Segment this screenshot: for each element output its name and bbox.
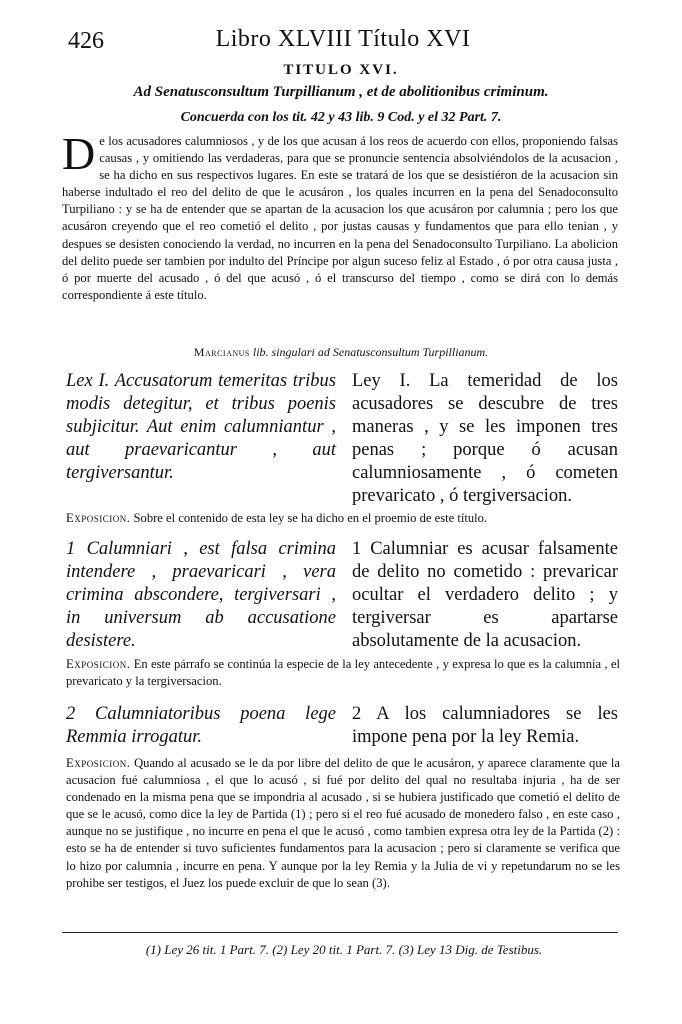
intro-paragraph <box>62 128 618 304</box>
latin-text-lex-1: Lex I. Accusatorum temeritas tribus modis detegitur, et tribus poenis subjicitur. Aut enim calumniantur , aut praevaricantur , aut tergiversantur. <box>66 371 336 483</box>
section-subtitle: Ad Senatusconsultum Turpillianum , et de abolitionibus criminum. <box>133 84 549 100</box>
concordance-note: Concuerda con los tit. 42 y 43 lib. 9 Cod. y el 32 Part. 7. <box>180 110 502 125</box>
page-number: 426 <box>68 28 104 54</box>
footnote-divider <box>62 932 618 933</box>
exposition-text: Sobre el contenido de esta ley se ha dicho en el proemio de este título. <box>133 511 488 525</box>
spanish-text-par-2: 2 A los calumniadores se les impone pena por la ley Remia. <box>352 704 618 747</box>
latin-text-par-1: 1 Calumniari , est falsa crimina intendere , praevaricari , vera crimina abscondere, tergiversari , in universum ab accusatione desistere. <box>66 539 336 651</box>
exposition-label: Exposicion. <box>66 511 131 525</box>
exposition-label: Exposicion. <box>66 657 131 671</box>
source-author: Marcianus <box>193 345 250 359</box>
exposition-2 <box>66 656 620 690</box>
source-attribution <box>0 345 682 360</box>
exposition-3 <box>66 755 620 892</box>
exposition-text: Quando al acusado se le da por libre del delito de que le acusáron, y aparece claramente que la acusacion fué calumniosa , el que lo acusó , si fué por delito del qual no resultaba injuria , ha de ser condenado en la misma pena que se impondria al acusado , si se hubiera justificado que cometió el delito de que se le acusó, como dice la ley de Partida (1) ; pero si el reo fué acusado de monedero falso , en este caso , aunque no se justifique , no incurre en pena el que le acusó , como tambien expresa otra ley de la Partida (2) : esto se ha de entender si tuvo suficientes fundamentos para la acusacion ; pero si claramente se verifica que lo hizo por calumnia , incurre en pena. Y aunque por la ley Remia y la Julia de vi y repetundarum no se les prohibe ser testigos, el Juez los puede excluir de que lo sean (3). <box>66 756 620 890</box>
running-title: Libro XLVIII Título XVI <box>215 26 471 52</box>
drop-cap: D <box>62 128 96 179</box>
latin-text-par-2: 2 Calumniatoribus poena lege Remmia irrogatur. <box>66 704 336 747</box>
exposition-label: Exposicion. <box>66 756 131 770</box>
running-header <box>68 26 618 58</box>
spanish-text-ley-1: Ley I. La temeridad de los acusadores se descubre de tres maneras , y se les imponen tres penas ; porque ó acusan calumniosamente , ó cometen prevaricato , ó tergiversacion. <box>352 371 618 506</box>
intro-text: e los acusadores calumniosos , y de los que acusan á los reos de acuerdo con ellos, proponiendo falsas causas , y omitiendo las verdaderas, para que se pronuncie sentencia absolviéndolos de la acusacion , se ha dicho en sus respectivos lugares. En este se tratará de los que se desistiéron de la acusacion sin haberse indultado el reo del delito de que le acusáron , los quales incurren en la pena del Senadoconsulto Turpiliano : y se ha de entender que se apartan de la acusacion los que acusáron por calumnia ; pero los que acusáron creyendo que el reo cometió el delito , por justas causas y fundamentos que para ello tenian , y despues se desisten conociendo la verdad, no incurren en la pena del Senadoconsulto Turpiliano. La abolicion del delito puede ser tambien por indulto del Príncipe por algun suceso feliz al Estado , ó por otra causa justa , ó por muerte del acusado , ó del que acusó , ó el transcurso del tiempo , como se dirá con lo demás correspondiente á este título. <box>62 134 618 302</box>
spanish-text-par-1: 1 Calumniar es acusar falsamente de delito no cometido : prevaricar ocultar el verdadero delito ; y tergiversar es apartarse absolutamente de la acusacion. <box>352 539 618 651</box>
footnotes: (1) Ley 26 tit. 1 Part. 7. (2) Ley 20 tit. 1 Part. 7. (3) Ley 13 Dig. de Testibus. <box>145 942 543 957</box>
section-title: TITULO XVI. <box>283 62 399 78</box>
source-work: lib. singulari ad Senatusconsultum Turpillianum. <box>252 345 489 359</box>
exposition-text: En este párrafo se continúa la especie de la ley antecedente , y expresa lo que es la calumnia , el prevaricato y la tergiversacion. <box>66 657 620 689</box>
exposition-1 <box>66 510 620 527</box>
